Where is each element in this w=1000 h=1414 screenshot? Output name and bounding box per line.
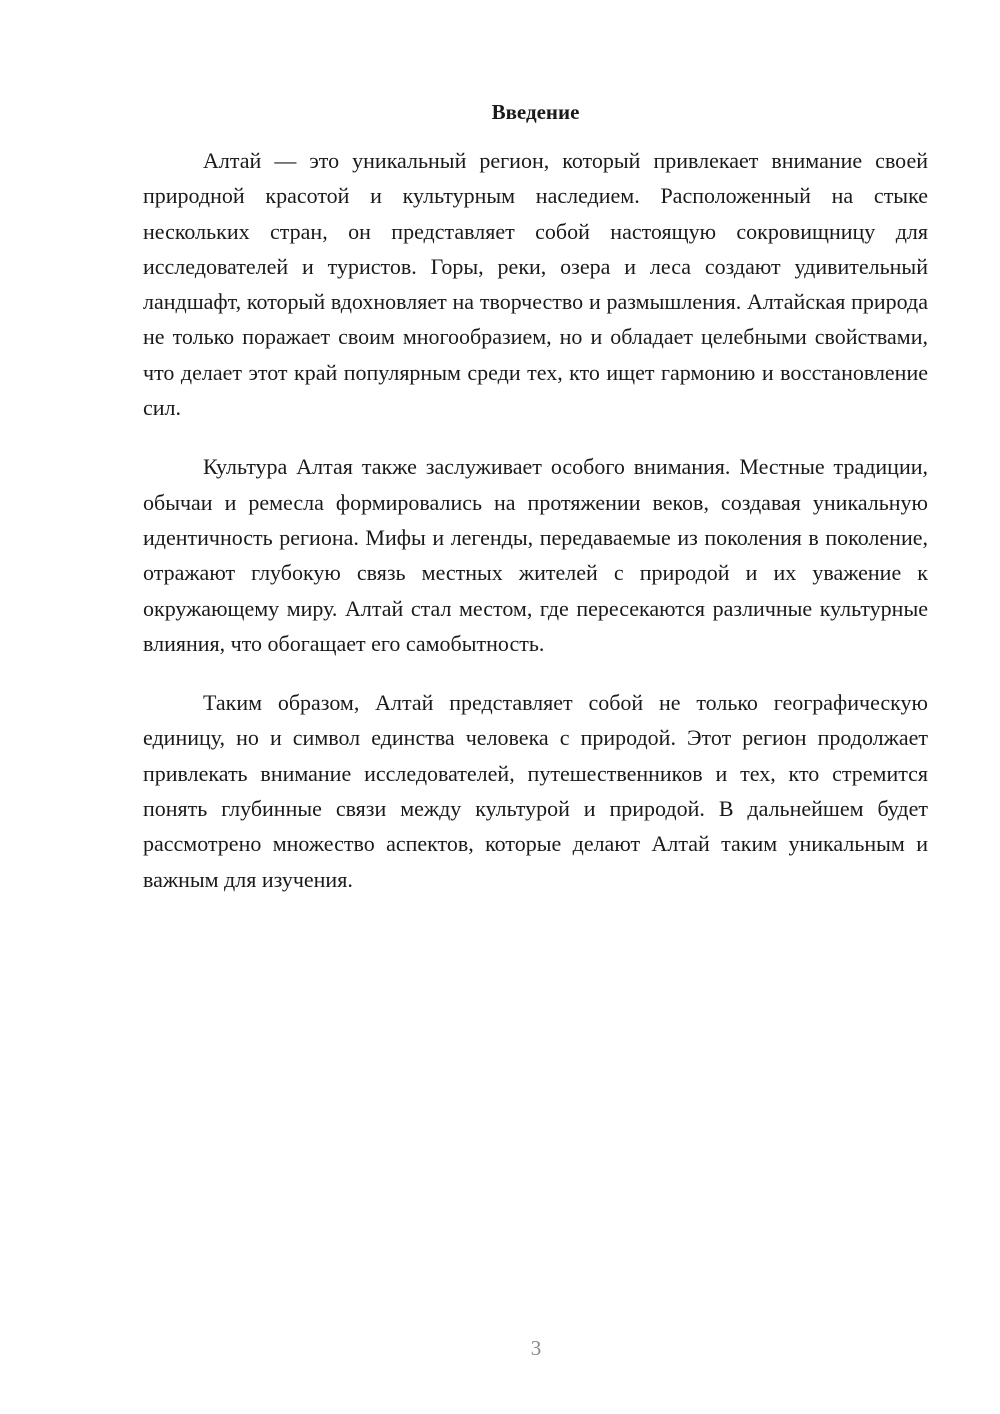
page-number: 3 <box>530 1336 542 1360</box>
paragraph: Алтай — это уникальный регион, который привлекает внимание своей природной красотой и культурным наследием. Расположенный на стыке нескольких стран, он представляет собой настоящую сокровищницу для исследователей и туристов. Горы, реки, озера и леса создают удивительный ландшафт, который вдохновляет на творчество и размышления. Алтайская природа не только поражает своим многообразием, но и обладает целебными свойствами, что делает этот край популярным среди тех, кто ищет гармонию и восстановление сил. <box>143 148 928 421</box>
body-text <box>143 143 928 921</box>
section-heading: Введение <box>491 100 580 124</box>
paragraph: Культура Алтая также заслуживает особого внимания. Местные традиции, обычаи и ремесла формировались на протяжении веков, создавая уникальную идентичность региона. Мифы и легенды, передаваемые из поколения в поколение, отражают глубокую связь местных жителей с природой и их уважение к окружающему миру. Алтай стал местом, где пересекаются различные культурные влияния, что обогащает его самобытность. <box>143 454 928 656</box>
paragraph: Таким образом, Алтай представляет собой не только географическую единицу, но и символ единства человека с природой. Этот регион продолжает привлекать внимание исследователей, путешественников и тех, кто стремится понять глубинные связи между культурой и природой. В дальнейшем будет рассмотрено множество аспектов, которые делают Алтай таким уникальным и важным для изучения. <box>143 690 928 892</box>
